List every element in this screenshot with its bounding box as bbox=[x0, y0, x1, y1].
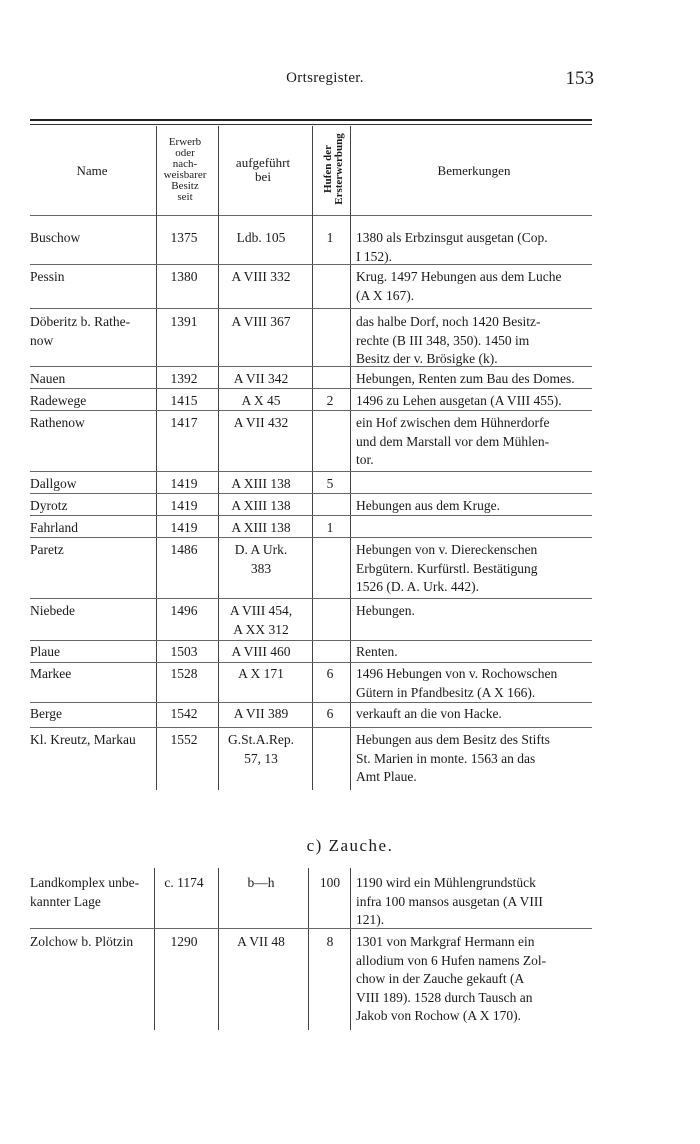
cell-bemerkungen bbox=[356, 874, 612, 930]
header-bemerkungen: Bemerkungen bbox=[437, 163, 511, 178]
cell-erwerb: 1290 bbox=[170, 934, 198, 949]
section-title: c) Zauche. bbox=[306, 836, 394, 855]
cell-erwerb: 1391 bbox=[170, 314, 198, 329]
cell-line: 1190 wird ein Mühlengrundstück bbox=[356, 875, 536, 890]
cell-erwerb: 1486 bbox=[170, 542, 198, 557]
cell-line: A VII 389 bbox=[233, 706, 289, 721]
cell-erwerb: 1419 bbox=[170, 476, 198, 491]
cell-erwerb: 1375 bbox=[170, 230, 198, 245]
cell-name bbox=[30, 643, 170, 662]
header-erwerb-line: Erwerb bbox=[168, 136, 202, 148]
cell-line: A VIII 367 bbox=[231, 314, 291, 329]
row-divider bbox=[30, 702, 592, 703]
cell-line: Hebungen. bbox=[356, 603, 415, 618]
column-divider bbox=[312, 126, 313, 790]
row-divider bbox=[30, 598, 592, 599]
top-rule-thin bbox=[30, 124, 592, 125]
cell-name bbox=[30, 705, 170, 724]
cell-aufgefuehrt bbox=[216, 414, 306, 433]
cell-bemerkungen bbox=[356, 268, 612, 305]
cell-line: G.St.A.Rep. bbox=[227, 732, 294, 747]
cell-bemerkungen bbox=[356, 497, 612, 516]
cell-line: A X 171 bbox=[238, 666, 284, 681]
cell-aufgefuehrt bbox=[216, 731, 306, 768]
cell-line: chow in der Zauche gekauft (A bbox=[356, 971, 525, 986]
cell-line: Markee bbox=[30, 666, 72, 681]
row-divider bbox=[30, 410, 592, 411]
cell-line: Nauen bbox=[30, 371, 66, 386]
cell-line: Plaue bbox=[30, 644, 60, 659]
cell-hufen: 6 bbox=[326, 706, 334, 721]
row-divider bbox=[30, 215, 592, 216]
header-aufgefuehrt-line: bei bbox=[255, 168, 271, 184]
running-head: Ortsregister. bbox=[286, 70, 364, 86]
cell-line: Paretz bbox=[30, 542, 64, 557]
cell-line: 121). bbox=[356, 912, 385, 927]
cell-line: Fahrland bbox=[30, 520, 78, 535]
cell-name bbox=[30, 392, 170, 411]
cell-name bbox=[30, 541, 170, 560]
cell-line: Hebungen aus dem Kruge. bbox=[356, 498, 500, 513]
cell-bemerkungen bbox=[356, 705, 612, 724]
cell-erwerb: 1496 bbox=[170, 603, 198, 618]
cell-name bbox=[30, 268, 170, 287]
top-rule bbox=[30, 119, 592, 121]
cell-line: Döberitz b. Rathe- bbox=[30, 314, 131, 329]
cell-bemerkungen bbox=[356, 541, 612, 597]
row-divider bbox=[30, 366, 592, 367]
header-erwerb bbox=[156, 137, 214, 203]
cell-name bbox=[30, 731, 170, 750]
cell-line: Niebede bbox=[30, 603, 75, 618]
cell-erwerb: 1552 bbox=[170, 732, 198, 747]
cell-line: Krug. 1497 Hebungen aus dem Luche bbox=[356, 269, 562, 284]
header-erwerb-line: oder bbox=[175, 147, 195, 159]
column-divider bbox=[350, 126, 351, 790]
cell-name bbox=[30, 874, 170, 911]
cell-line: tor. bbox=[356, 452, 374, 467]
cell-name bbox=[30, 665, 170, 684]
cell-line: (A X 167). bbox=[356, 287, 415, 303]
column-divider bbox=[154, 868, 155, 1030]
cell-bemerkungen bbox=[356, 665, 612, 702]
cell-line: Landkomplex unbe- bbox=[30, 875, 140, 890]
cell-line: 1526 (D. A. Urk. 442). bbox=[356, 579, 479, 594]
header-erwerb-line: nach- bbox=[172, 158, 198, 170]
header-hufen-line: Hufen der bbox=[322, 145, 334, 193]
cell-name bbox=[30, 370, 170, 389]
cell-line: 1496 zu Lehen ausgetan (A VIII 455). bbox=[356, 393, 562, 408]
cell-line: Dallgow bbox=[30, 476, 77, 491]
cell-line: VIII 189). 1528 durch Tausch an bbox=[356, 989, 533, 1005]
cell-line: 1301 von Markgraf Hermann ein bbox=[356, 934, 535, 949]
cell-bemerkungen bbox=[356, 414, 612, 470]
header-aufgefuehrt-line: aufgeführt bbox=[235, 155, 291, 170]
cell-erwerb: 1415 bbox=[170, 393, 198, 408]
cell-erwerb: 1392 bbox=[170, 371, 198, 386]
cell-line: Erbgütern. Kurfürstl. Bestätigung bbox=[356, 560, 538, 576]
cell-line: Pessin bbox=[30, 269, 65, 284]
cell-erwerb: 1419 bbox=[170, 498, 198, 513]
cell-bemerkungen bbox=[356, 370, 612, 389]
cell-hufen: 8 bbox=[326, 934, 334, 949]
cell-bemerkungen bbox=[356, 313, 612, 369]
cell-name bbox=[30, 602, 170, 621]
cell-line: Radewege bbox=[30, 393, 87, 408]
cell-line: Berge bbox=[30, 706, 62, 721]
cell-line: das halbe Dorf, noch 1420 Besitz- bbox=[356, 314, 541, 329]
cell-aufgefuehrt bbox=[216, 497, 306, 516]
cell-bemerkungen bbox=[356, 229, 612, 266]
cell-line: Gütern in Pfandbesitz (A X 166). bbox=[356, 684, 536, 700]
cell-bemerkungen bbox=[356, 731, 612, 787]
cell-line: now bbox=[30, 332, 54, 348]
cell-line: kannter Lage bbox=[30, 893, 101, 909]
cell-line: A XIII 138 bbox=[231, 520, 291, 535]
cell-aufgefuehrt bbox=[216, 268, 306, 287]
cell-line: St. Marien in monte. 1563 an das bbox=[356, 750, 536, 766]
cell-line: ein Hof zwischen dem Hühnerdorfe bbox=[356, 415, 550, 430]
cell-line: Zolchow b. Plötzin bbox=[30, 934, 134, 949]
cell-aufgefuehrt bbox=[216, 665, 306, 684]
cell-line: 383 bbox=[250, 560, 272, 576]
cell-name bbox=[30, 313, 170, 350]
cell-hufen: 1 bbox=[326, 520, 334, 535]
cell-aufgefuehrt bbox=[216, 643, 306, 662]
cell-line: A XIII 138 bbox=[231, 498, 291, 513]
cell-line: A VII 432 bbox=[233, 415, 289, 430]
row-divider bbox=[30, 537, 592, 538]
row-divider bbox=[30, 640, 592, 641]
cell-hufen: 6 bbox=[326, 666, 334, 681]
column-divider bbox=[218, 868, 219, 1030]
cell-line: A VIII 460 bbox=[231, 644, 291, 659]
cell-hufen: 1 bbox=[326, 230, 334, 245]
header-hufen-line: Ersterwerbung bbox=[333, 133, 345, 205]
cell-name bbox=[30, 497, 170, 516]
cell-line: A X 45 bbox=[241, 393, 281, 408]
cell-line: A XIII 138 bbox=[231, 476, 291, 491]
row-divider bbox=[30, 493, 592, 494]
cell-line: Rathenow bbox=[30, 415, 85, 430]
cell-line: Jakob von Rochow (A X 170). bbox=[356, 1008, 521, 1023]
cell-line: rechte (B III 348, 350). 1450 im bbox=[356, 332, 530, 348]
cell-aufgefuehrt bbox=[216, 229, 306, 248]
cell-bemerkungen bbox=[356, 643, 612, 662]
header-erwerb-line: seit bbox=[177, 191, 193, 203]
cell-aufgefuehrt bbox=[216, 475, 306, 494]
cell-erwerb: c. 1174 bbox=[164, 875, 204, 890]
row-divider bbox=[30, 515, 592, 516]
cell-erwerb: 1417 bbox=[170, 415, 198, 430]
header-name: Name bbox=[76, 163, 108, 178]
cell-aufgefuehrt bbox=[216, 392, 306, 411]
column-divider bbox=[350, 868, 351, 1030]
row-divider bbox=[30, 662, 592, 663]
cell-bemerkungen bbox=[356, 602, 612, 621]
cell-line: Dyrotz bbox=[30, 498, 68, 513]
page-number: 153 bbox=[565, 68, 594, 89]
cell-hufen: 5 bbox=[326, 476, 334, 491]
cell-erwerb: 1380 bbox=[170, 269, 198, 284]
cell-line: A VIII 332 bbox=[231, 269, 291, 284]
cell-erwerb: 1542 bbox=[170, 706, 198, 721]
cell-line: Besitz der v. Brösigke (k). bbox=[356, 351, 498, 366]
cell-name bbox=[30, 414, 170, 433]
cell-line: A VIII 454, bbox=[229, 603, 293, 618]
cell-aufgefuehrt bbox=[216, 313, 306, 332]
header-hufen-text bbox=[323, 133, 345, 205]
cell-line: D. A Urk. bbox=[234, 542, 288, 557]
cell-aufgefuehrt bbox=[216, 541, 306, 578]
row-divider bbox=[30, 928, 592, 929]
cell-aufgefuehrt bbox=[216, 370, 306, 389]
cell-line: Hebungen aus dem Besitz des Stifts bbox=[356, 732, 550, 747]
column-divider bbox=[308, 868, 309, 1030]
cell-line: Hebungen von v. Diereckenschen bbox=[356, 542, 538, 557]
row-divider bbox=[30, 727, 592, 728]
cell-aufgefuehrt bbox=[216, 933, 306, 952]
row-divider bbox=[30, 471, 592, 472]
cell-bemerkungen bbox=[356, 392, 612, 411]
row-divider bbox=[30, 388, 592, 389]
cell-aufgefuehrt bbox=[216, 874, 306, 893]
cell-bemerkungen bbox=[356, 933, 612, 1026]
cell-line: und dem Marstall vor dem Mühlen- bbox=[356, 433, 550, 449]
cell-aufgefuehrt bbox=[216, 602, 306, 639]
column-divider bbox=[156, 126, 157, 790]
cell-erwerb: 1528 bbox=[170, 666, 198, 681]
cell-line: b—h bbox=[247, 875, 275, 890]
cell-erwerb: 1503 bbox=[170, 644, 198, 659]
cell-line: 1380 als Erbzinsgut ausgetan (Cop. bbox=[356, 230, 548, 245]
cell-aufgefuehrt bbox=[216, 519, 306, 538]
cell-line: Ldb. 105 bbox=[236, 230, 286, 245]
cell-line: infra 100 mansos ausgetan (A VIII bbox=[356, 893, 543, 909]
cell-aufgefuehrt bbox=[216, 705, 306, 724]
cell-name bbox=[30, 475, 170, 494]
cell-line: I 152). bbox=[356, 248, 392, 264]
cell-line: A XX 312 bbox=[233, 621, 289, 637]
column-divider bbox=[218, 126, 219, 790]
cell-line: Buschow bbox=[30, 230, 81, 245]
cell-line: 1496 Hebungen von v. Rochowschen bbox=[356, 666, 558, 681]
cell-erwerb: 1419 bbox=[170, 520, 198, 535]
cell-name bbox=[30, 519, 170, 538]
cell-name bbox=[30, 229, 170, 248]
cell-hufen: 2 bbox=[326, 393, 334, 408]
cell-name bbox=[30, 933, 170, 952]
cell-line: allodium von 6 Hufen namens Zol- bbox=[356, 952, 547, 968]
cell-line: Kl. Kreutz, Markau bbox=[30, 732, 136, 747]
cell-line: verkauft an die von Hacke. bbox=[356, 706, 502, 721]
cell-line: Renten. bbox=[356, 644, 398, 659]
cell-line: Amt Plaue. bbox=[356, 769, 417, 784]
cell-line: A VII 48 bbox=[237, 934, 285, 949]
row-divider bbox=[30, 308, 592, 309]
cell-hufen: 100 bbox=[319, 875, 341, 890]
header-erwerb-line: weisbarer bbox=[163, 169, 207, 181]
header-erwerb-line: Besitz bbox=[171, 180, 199, 192]
cell-line: Hebungen, Renten zum Bau des Domes. bbox=[356, 371, 575, 386]
header-aufgefuehrt bbox=[218, 156, 308, 183]
cell-line: 57, 13 bbox=[244, 750, 278, 766]
row-divider bbox=[30, 264, 592, 265]
cell-line: A VII 342 bbox=[233, 371, 289, 386]
